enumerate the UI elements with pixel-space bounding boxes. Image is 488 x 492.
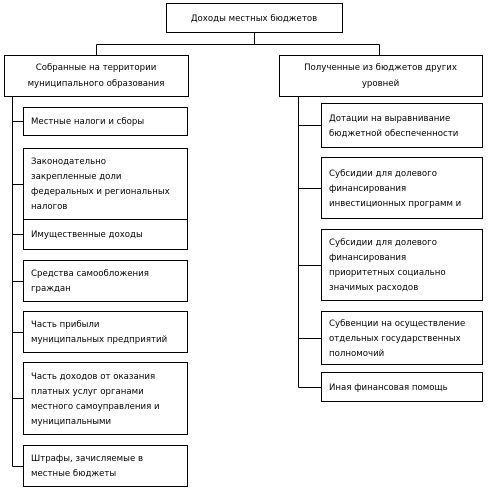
branch-1-item-3 <box>322 312 483 365</box>
branch-0-item-6-text: местные бюджеты <box>31 469 117 479</box>
branch-box-0-text: муниципального образования <box>27 79 165 89</box>
branch-0-item-6-text: Штрафы, зачисляемые в <box>31 454 144 464</box>
branch-1-item-1-text: финансирования <box>329 184 407 194</box>
branch-1-item-1 <box>322 158 483 219</box>
branch-0-item-0-text: Местные налоги и сборы <box>31 117 145 127</box>
branch-1-item-3-text: полномочий <box>329 349 385 359</box>
branch-0-item-1 <box>24 149 188 220</box>
branch-box-0 <box>5 56 189 97</box>
branch-1-item-2-text: значимых расходов <box>329 283 419 293</box>
branch-1-item-2-text: приоритетных социально <box>329 268 446 278</box>
branch-1-item-0-text: бюджетной обеспеченности <box>329 129 459 139</box>
branch-0-item-4-text: муниципальных предприятий <box>31 335 168 345</box>
branch-1-item-3-text: отдельных государственных <box>329 334 461 344</box>
branch-0-item-5-text: местного самоуправления и <box>31 402 160 412</box>
branch-0-item-6 <box>24 446 188 487</box>
root-box-text: Доходы местных бюджетов <box>190 14 318 24</box>
branch-0-item-5-text: платных услуг органами <box>31 387 144 397</box>
branch-0-item-1-text: Законодательно <box>31 157 107 167</box>
branch-box-1 <box>280 56 483 97</box>
branch-1-item-2-text: финансирования <box>329 253 407 263</box>
branch-0-item-0 <box>24 108 188 136</box>
branch-0-item-5 <box>24 363 188 435</box>
branch-0-item-4 <box>24 312 188 353</box>
branch-1-item-2 <box>322 230 483 301</box>
branch-0-item-3-text: граждан <box>31 284 71 294</box>
branch-1-item-0-text: Дотации на выравнивание <box>329 114 451 124</box>
branch-0-item-1-text: налогов <box>31 202 68 212</box>
branch-1-item-2-text: Субсидии для долевого <box>329 238 437 248</box>
branch-0-item-4-frame <box>24 312 188 353</box>
branch-box-1-frame <box>280 56 483 97</box>
branch-0-item-1-text: федеральных и региональных <box>31 187 170 197</box>
branch-1-item-3-text: Субвенции на осуществление <box>329 319 466 329</box>
branch-0-item-2 <box>24 220 188 250</box>
branch-1-item-4-text: Иная финансовая помощь <box>329 383 448 393</box>
branch-0-item-4-text: Часть прибыли <box>31 320 100 330</box>
branch-box-0-frame <box>5 56 189 97</box>
branch-1-item-0 <box>322 104 483 148</box>
branch-0-item-3-text: Средства самообложения <box>31 269 149 279</box>
branch-0-item-1-text: закрепленные доли <box>31 172 122 182</box>
branch-1-item-0-frame <box>322 104 483 148</box>
branch-0-item-2-text: Имущественные доходы <box>31 230 143 240</box>
branch-1-item-1-text: инвестиционных программ и <box>329 199 462 209</box>
branch-1-item-4 <box>322 373 483 402</box>
branch-1-item-1-text: Субсидии для долевого <box>329 169 437 179</box>
branch-0-item-5-text: муниципальными <box>31 417 112 427</box>
branch-0-item-3-frame <box>24 261 188 302</box>
branch-box-1-text: уровней <box>361 79 400 89</box>
diagram-boxes <box>5 4 483 487</box>
branch-0-item-5-text: Часть доходов от оказания <box>31 372 156 382</box>
branch-0-item-3 <box>24 261 188 302</box>
root-box <box>167 4 343 33</box>
branch-box-0-text: Собранные на территории <box>35 63 157 73</box>
branch-0-item-6-frame <box>24 446 188 487</box>
branch-box-1-text: Полученные из бюджетов других <box>304 63 457 73</box>
